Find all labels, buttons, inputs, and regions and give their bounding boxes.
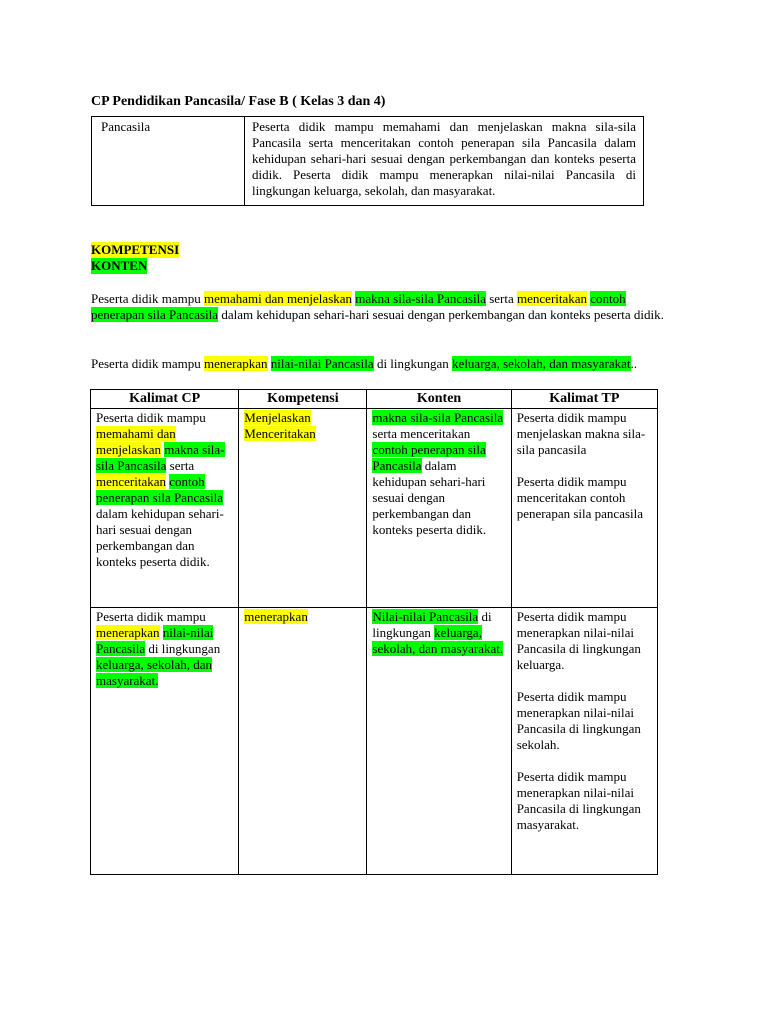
cell-konten: contoh penerapan sila Pancasila [96,474,224,505]
kompetensi-item: menerapkan [244,609,308,624]
highlight-legend [91,242,179,274]
para1-kompetensi: menceritakan [517,291,588,306]
cell-konten: nilai-nilai Pancasila [96,625,214,656]
table-header-row [91,390,658,409]
row1-kalimat-tp [511,409,657,608]
para1-konten: makna sila-sila Pancasila [355,291,486,306]
para2-konten: keluarga, sekolah, dan masyarakat [452,356,631,371]
cell-kompetensi: menceritakan [96,474,167,489]
row2-konten [367,608,511,875]
row2-kompetensi [239,608,367,875]
cell-text: dalam kehidupan sehari-hari sesuai dengan perkembangan dan konteks peserta didik. [372,458,487,537]
row2-kalimat-tp [511,608,657,875]
row2-kalimat-cp [91,608,239,875]
row1-kompetensi [239,409,367,608]
tp-item: Peserta didik mampu menjelaskan makna sila-sila pancasila [516,410,646,457]
table-row [91,608,658,875]
para2-kompetensi: menerapkan [204,356,268,371]
cell-kompetensi: memahami dan menjelaskan [96,426,176,457]
cell-konten: contoh penerapan sila Pancasila [372,442,486,473]
para2-text: .. [630,356,637,371]
tp-item: Peserta didik mampu menerapkan nilai-nilai Pancasila di lingkungan sekolah. [516,689,641,752]
cell-text: serta menceritakan [372,426,471,441]
row1-konten [367,409,511,608]
cell-text: di lingkungan [372,609,492,640]
para1-text: Peserta didik mampu [91,291,205,306]
tp-item: Peserta didik mampu menceritakan contoh penerapan sila pancasila [516,474,644,521]
row1-kalimat-cp [91,409,239,608]
cell-konten: makna sila-sila Pancasila [372,410,504,425]
tp-item: Peserta didik mampu menerapkan nilai-nilai Pancasila di lingkungan keluarga. [516,609,641,672]
cell-text: Peserta didik mampu [96,609,206,624]
legend-kompetensi: KOMPETENSI [91,242,180,257]
para1-text: serta [485,291,518,306]
cp-table [91,116,644,206]
document-title: CP Pendidikan Pancasila/ Fase B ( Kelas 3 dan 4) [91,94,386,109]
para2-konten: nilai-nilai Pancasila [270,356,374,371]
cp-text: Peserta didik mampu memahami dan menjelaskan makna sila-sila Pancasila serta menceritakan contoh penerapan sila Pancasila dalam kehidupan sehari-hari sesuai dengan perkembangan dan konteks peserta didik. Peserta didik mampu menerapkan nilai-nilai Pancasila di lingkungan keluarga, sekolah, dan masyarakat. [245,117,644,206]
tp-item: Peserta didik mampu menerapkan nilai-nilai Pancasila di lingkungan masyarakat. [516,769,641,832]
header-kalimat-tp: Kalimat TP [511,390,657,409]
header-kompetensi: Kompetensi [239,390,367,409]
cell-text: Peserta didik mampu [96,410,206,425]
legend-konten: KONTEN [91,258,148,273]
cell-konten: keluarga, sekolah, dan masyarakat. [372,625,504,656]
paragraph-2 [91,356,691,372]
cell-konten: makna sila-sila Pancasila [96,442,225,473]
cell-konten: Nilai-nilai Pancasila [372,609,479,624]
header-konten: Konten [367,390,511,409]
header-kalimat-cp: Kalimat CP [91,390,239,409]
cell-text: di lingkungan [145,641,221,656]
paragraph-1 [91,291,676,323]
analysis-table [90,389,658,875]
kompetensi-item: Menceritakan [244,426,316,441]
kompetensi-item: Menjelaskan [244,410,311,425]
para2-text: Peserta didik mampu [91,356,205,371]
cell-konten: keluarga, sekolah, dan masyarakat. [96,657,212,688]
cell-text: dalam kehidupan sehari-hari sesuai dengan perkembangan dan konteks peserta didik. [96,506,224,569]
para1-konten: contoh penerapan sila Pancasila [91,291,626,322]
para2-text: di lingkungan [373,356,453,371]
cell-kompetensi: menerapkan [96,625,160,640]
cell-text: serta [166,458,195,473]
table-row [91,409,658,608]
para1-text: dalam kehidupan sehari-hari sesuai dengan perkembangan dan konteks peserta didik. [218,307,664,322]
para1-kompetensi: memahami dan menjelaskan [204,291,353,306]
cp-label: Pancasila [92,117,245,206]
cp-table-row [92,117,644,206]
